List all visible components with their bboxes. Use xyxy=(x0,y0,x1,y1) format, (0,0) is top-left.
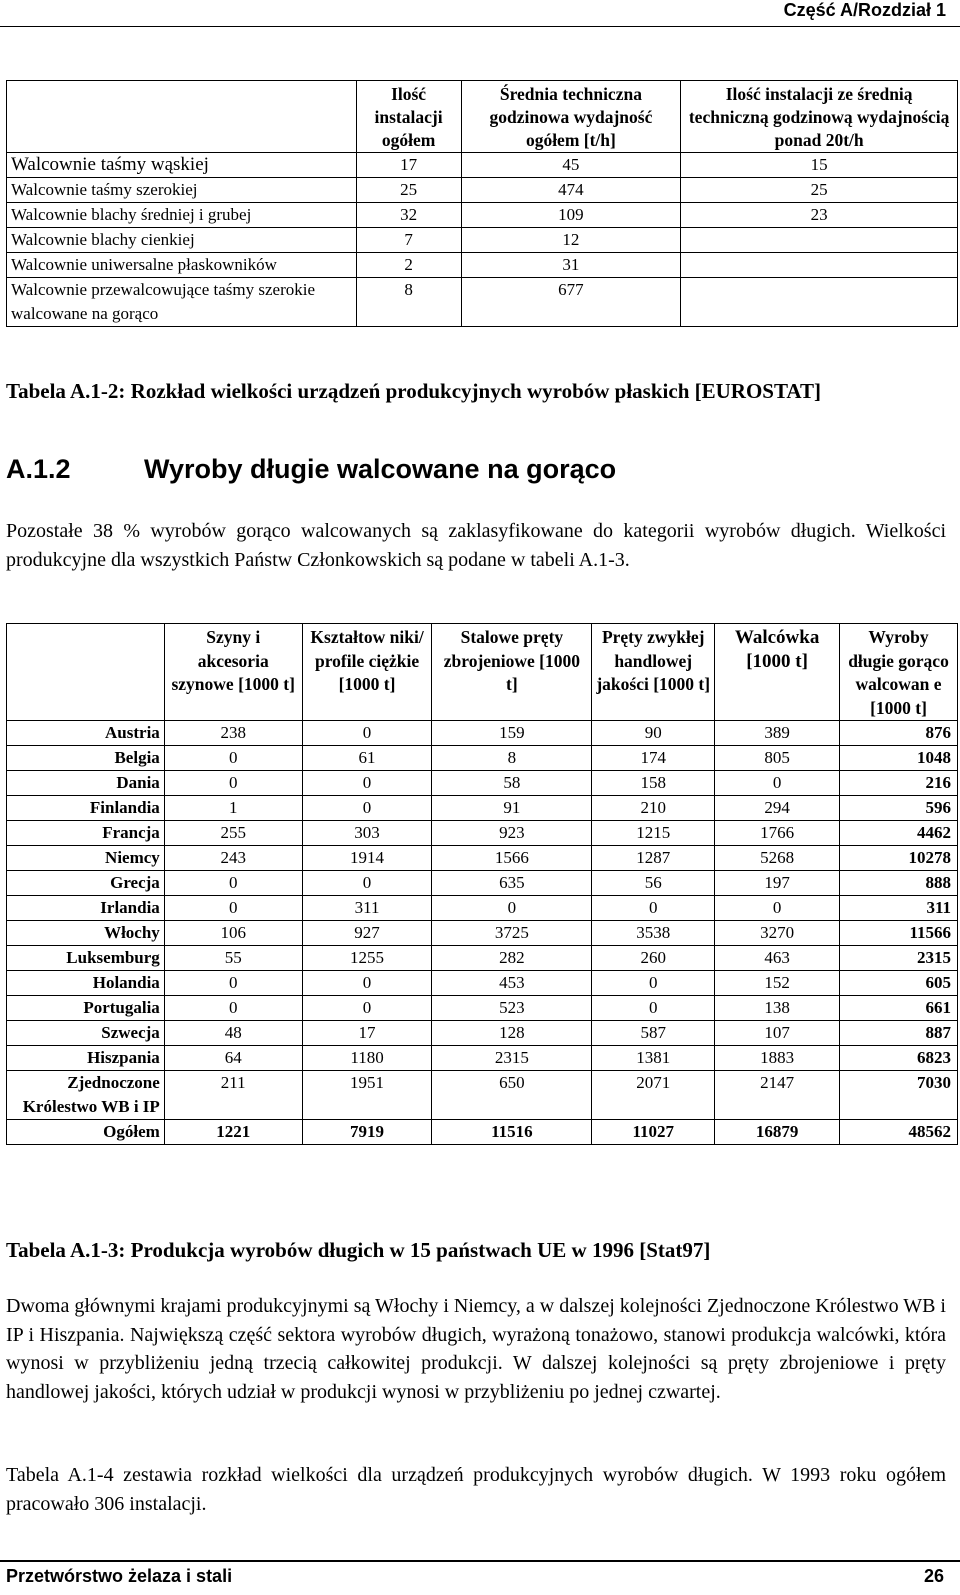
table-row xyxy=(7,846,958,871)
table-cell: 255 xyxy=(164,821,302,846)
table-row xyxy=(7,228,958,253)
cell-total: 311 xyxy=(840,896,958,921)
table-cell: 0 xyxy=(302,996,432,1021)
table-row xyxy=(7,278,958,327)
table-cell: 2071 xyxy=(592,1071,715,1120)
table-cell: 152 xyxy=(715,971,840,996)
row-label: Walcownie blachy średniej i grubej xyxy=(7,203,357,228)
column-header xyxy=(7,81,357,153)
table-cell: 1381 xyxy=(592,1046,715,1071)
table-cell: 453 xyxy=(432,971,592,996)
table-cell: 106 xyxy=(164,921,302,946)
table-cell: 463 xyxy=(715,946,840,971)
page-footer xyxy=(0,1560,960,1595)
table-cell: 0 xyxy=(164,746,302,771)
cell-installations-over-20 xyxy=(681,278,958,327)
section-title: Wyroby długie walcowane na gorąco xyxy=(144,454,617,484)
table-cell: 11516 xyxy=(432,1120,592,1145)
table-row xyxy=(7,771,958,796)
table-long-products xyxy=(6,623,958,1145)
table-cell: 1883 xyxy=(715,1046,840,1071)
table-cell: 805 xyxy=(715,746,840,771)
table-cell: 2315 xyxy=(432,1046,592,1071)
table-cell: 11027 xyxy=(592,1120,715,1145)
table-flat-products xyxy=(6,80,958,327)
table-cell: 1255 xyxy=(302,946,432,971)
table-cell: 238 xyxy=(164,721,302,746)
cell-capacity: 45 xyxy=(461,153,681,178)
table-cell: 0 xyxy=(302,721,432,746)
table-cell: 0 xyxy=(164,771,302,796)
table-cell: 0 xyxy=(592,896,715,921)
table-row xyxy=(7,796,958,821)
row-label: Walcownie blachy cienkiej xyxy=(7,228,357,253)
table-cell: 0 xyxy=(302,796,432,821)
table-cell: 243 xyxy=(164,846,302,871)
column-header: Wyroby długie gorąco walcowan e [1000 t] xyxy=(840,624,958,721)
table-row xyxy=(7,896,958,921)
table-cell: 0 xyxy=(715,896,840,921)
table-row xyxy=(7,1071,958,1120)
cell-total: 596 xyxy=(840,796,958,821)
table-cell: 128 xyxy=(432,1021,592,1046)
table-cell: 927 xyxy=(302,921,432,946)
table-cell: 1951 xyxy=(302,1071,432,1120)
table-cell: 650 xyxy=(432,1071,592,1120)
header-title: Część A/Rozdział 1 xyxy=(783,0,946,20)
table-cell: 1287 xyxy=(592,846,715,871)
table-cell: 3538 xyxy=(592,921,715,946)
country-name: Niemcy xyxy=(7,846,165,871)
table-cell: 1215 xyxy=(592,821,715,846)
table-cell: 61 xyxy=(302,746,432,771)
section-number: A.1.2 xyxy=(6,454,71,484)
table-row xyxy=(7,821,958,846)
table-cell: 3270 xyxy=(715,921,840,946)
total-row xyxy=(7,1120,958,1145)
table-cell: 923 xyxy=(432,821,592,846)
table-cell: 159 xyxy=(432,721,592,746)
table-cell: 294 xyxy=(715,796,840,821)
row-label: Walcownie uniwersalne płaskowników xyxy=(7,253,357,278)
table-cell: 0 xyxy=(302,871,432,896)
table-cell: 8 xyxy=(432,746,592,771)
cell-installations: 32 xyxy=(356,203,461,228)
table-cell: 635 xyxy=(432,871,592,896)
table-cell: 0 xyxy=(164,871,302,896)
table-cell: 0 xyxy=(302,971,432,996)
table-cell: 5268 xyxy=(715,846,840,871)
table-cell: 1180 xyxy=(302,1046,432,1071)
table-cell: 0 xyxy=(432,896,592,921)
cell-total: 10278 xyxy=(840,846,958,871)
cell-installations-over-20 xyxy=(681,253,958,278)
footer-title: Przetwórstwo żelaza i stali xyxy=(6,1566,233,1586)
column-header xyxy=(7,624,165,721)
country-name: Dania xyxy=(7,771,165,796)
column-header: Szyny i akcesoria szynowe [1000 t] xyxy=(164,624,302,721)
table2-caption: Tabela A.1-3: Produkcja wyrobów długich w 15 państwach UE w 1996 [Stat97] xyxy=(6,1238,711,1262)
table-cell: 197 xyxy=(715,871,840,896)
cell-installations-over-20 xyxy=(681,228,958,253)
cell-installations: 17 xyxy=(356,153,461,178)
country-name: Zjednoczone Królestwo WB i IP xyxy=(7,1071,165,1120)
table1-caption: Tabela A.1-2: Rozkład wielkości urządzeń produkcyjnych wyrobów płaskich [EUROSTAT] xyxy=(6,379,822,403)
country-name: Szwecja xyxy=(7,1021,165,1046)
cell-installations-over-20: 23 xyxy=(681,203,958,228)
cell-capacity: 109 xyxy=(461,203,681,228)
table-row xyxy=(7,871,958,896)
table-cell: 91 xyxy=(432,796,592,821)
table-row xyxy=(7,203,958,228)
table-row xyxy=(7,1021,958,1046)
column-header: Ilość instalacji ogółem xyxy=(356,81,461,153)
cell-capacity: 474 xyxy=(461,178,681,203)
paragraph-analysis: Dwoma głównymi krajami produkcyjnymi są Włochy i Niemcy, a w dalszej kolejności Zjednoczone Królestwo WB i IP i Hiszpania. Największą część sektora wyrobów długich, wyrażoną tonażowo, stanowi produkcja walcówki, która wynosi w przybliżeniu jedną trzecią całkowitej produkcji. W dalszej kolejności są pręty zbrojeniowe i pręty handlowej jakości, których udział w produkcji wynosi w przybliżeniu po jednej czwartej. xyxy=(6,1295,946,1403)
country-name: Finlandia xyxy=(7,796,165,821)
cell-total: 887 xyxy=(840,1021,958,1046)
table-cell: 0 xyxy=(715,771,840,796)
cell-total: 876 xyxy=(840,721,958,746)
page-header xyxy=(0,0,960,27)
row-label: Walcownie taśmy szerokiej xyxy=(7,178,357,203)
column-header: Średnia techniczna godzinowa wydajność ogółem [t/h] xyxy=(461,81,681,153)
table-cell: 211 xyxy=(164,1071,302,1120)
country-name: Ogółem xyxy=(7,1120,165,1145)
table-cell: 587 xyxy=(592,1021,715,1046)
table-cell: 0 xyxy=(302,771,432,796)
cell-total: 661 xyxy=(840,996,958,1021)
page-number: 26 xyxy=(923,1566,944,1586)
cell-total: 216 xyxy=(840,771,958,796)
row-label: Walcownie taśmy wąskiej xyxy=(7,153,357,178)
table-cell: 138 xyxy=(715,996,840,1021)
country-name: Francja xyxy=(7,821,165,846)
cell-capacity: 12 xyxy=(461,228,681,253)
cell-total: 48562 xyxy=(840,1120,958,1145)
cell-installations: 25 xyxy=(356,178,461,203)
table-row xyxy=(7,946,958,971)
cell-installations-over-20: 15 xyxy=(681,153,958,178)
table-cell: 17 xyxy=(302,1021,432,1046)
table-row xyxy=(7,153,958,178)
table-row xyxy=(7,253,958,278)
table-cell: 16879 xyxy=(715,1120,840,1145)
column-header: Pręty zwykłej handlowej jakości [1000 t] xyxy=(592,624,715,721)
country-name: Hiszpania xyxy=(7,1046,165,1071)
table-cell: 0 xyxy=(164,996,302,1021)
table-cell: 260 xyxy=(592,946,715,971)
country-name: Włochy xyxy=(7,921,165,946)
table-row xyxy=(7,721,958,746)
country-name: Austria xyxy=(7,721,165,746)
table-cell: 1914 xyxy=(302,846,432,871)
table-cell: 0 xyxy=(592,996,715,1021)
table-cell: 90 xyxy=(592,721,715,746)
table-cell: 55 xyxy=(164,946,302,971)
cell-capacity: 31 xyxy=(461,253,681,278)
cell-total: 7030 xyxy=(840,1071,958,1120)
table-cell: 210 xyxy=(592,796,715,821)
table-cell: 2147 xyxy=(715,1071,840,1120)
table-cell: 282 xyxy=(432,946,592,971)
table-cell: 0 xyxy=(164,896,302,921)
table-cell: 3725 xyxy=(432,921,592,946)
paragraph-table-ref: Tabela A.1-4 zestawia rozkład wielkości dla urządzeń produkcyjnych wyrobów długich. W 1993 roku ogółem pracowało 306 instalacji. xyxy=(6,1464,946,1515)
column-header: Stalowe pręty zbrojeniowe [1000 t] xyxy=(432,624,592,721)
column-header: Ilość instalacji ze średnią techniczną godzinową wydajnością ponad 20t/h xyxy=(681,81,958,153)
table-row xyxy=(7,996,958,1021)
table-cell: 107 xyxy=(715,1021,840,1046)
table-cell: 158 xyxy=(592,771,715,796)
table-row xyxy=(7,178,958,203)
table-cell: 48 xyxy=(164,1021,302,1046)
cell-installations: 8 xyxy=(356,278,461,327)
table-row xyxy=(7,746,958,771)
cell-total: 605 xyxy=(840,971,958,996)
cell-total: 6823 xyxy=(840,1046,958,1071)
country-name: Portugalia xyxy=(7,996,165,1021)
cell-total: 1048 xyxy=(840,746,958,771)
country-name: Irlandia xyxy=(7,896,165,921)
table-cell: 0 xyxy=(164,971,302,996)
row-label: Walcownie przewalcowujące taśmy szerokie walcowane na gorąco xyxy=(7,278,357,327)
table-cell: 64 xyxy=(164,1046,302,1071)
cell-installations: 7 xyxy=(356,228,461,253)
table-row xyxy=(7,1046,958,1071)
table-cell: 1766 xyxy=(715,821,840,846)
country-name: Luksemburg xyxy=(7,946,165,971)
cell-total: 2315 xyxy=(840,946,958,971)
table-cell: 1566 xyxy=(432,846,592,871)
column-header: Walcówka [1000 t] xyxy=(715,624,840,721)
section-heading xyxy=(6,454,616,485)
table-row xyxy=(7,971,958,996)
table-cell: 1221 xyxy=(164,1120,302,1145)
cell-total: 888 xyxy=(840,871,958,896)
table-row xyxy=(7,921,958,946)
country-name: Grecja xyxy=(7,871,165,896)
cell-total: 11566 xyxy=(840,921,958,946)
cell-total: 4462 xyxy=(840,821,958,846)
column-header: Kształtow niki/ profile ciężkie [1000 t] xyxy=(302,624,432,721)
cell-capacity: 677 xyxy=(461,278,681,327)
cell-installations: 2 xyxy=(356,253,461,278)
table-cell: 0 xyxy=(592,971,715,996)
table-header-row xyxy=(7,624,958,721)
paragraph-intro: Pozostałe 38 % wyrobów gorąco walcowanych są zaklasyfikowane do kategorii wyrobów długich. Wielkości produkcyjne dla wszystkich Państw Członkowskich są podane w tabeli A.1-3. xyxy=(6,520,946,571)
table-cell: 174 xyxy=(592,746,715,771)
table-cell: 58 xyxy=(432,771,592,796)
table-cell: 1 xyxy=(164,796,302,821)
country-name: Holandia xyxy=(7,971,165,996)
table-cell: 56 xyxy=(592,871,715,896)
table-header-row xyxy=(7,81,958,153)
table-cell: 523 xyxy=(432,996,592,1021)
country-name: Belgia xyxy=(7,746,165,771)
table-cell: 7919 xyxy=(302,1120,432,1145)
table-cell: 389 xyxy=(715,721,840,746)
table-cell: 311 xyxy=(302,896,432,921)
cell-installations-over-20: 25 xyxy=(681,178,958,203)
table-cell: 303 xyxy=(302,821,432,846)
